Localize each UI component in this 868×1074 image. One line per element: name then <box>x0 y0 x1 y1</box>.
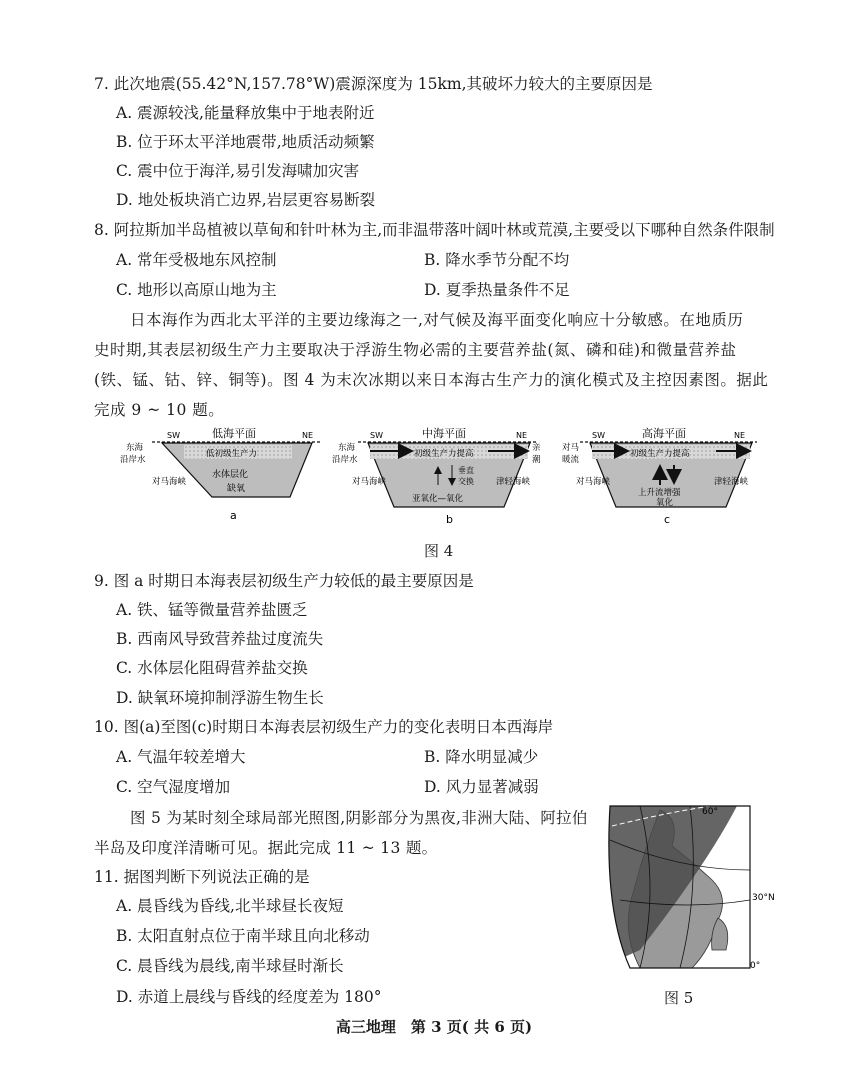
figure-5-caption: 图 5 <box>664 989 694 1007</box>
q10-option-a: A. 气温年较差增大 <box>116 748 246 766</box>
figure-5-globe <box>600 800 780 980</box>
q8-stem: 8. 阿拉斯加半岛植被以草甸和针叶林为主,而非温带落叶阔叶林或荒漠,主要受以下哪种自然条件限制 <box>94 221 775 239</box>
q11-stem: 11. 据图判断下列说法正确的是 <box>94 868 310 886</box>
fig4a-left-current-2: 沿岸水 <box>120 455 146 465</box>
q8-option-c: C. 地形以高原山地为主 <box>116 281 277 299</box>
q9-stem: 9. 图 a 时期日本海表层初级生产力较低的最主要原因是 <box>94 572 474 590</box>
fig4c-sea-level: 高海平面 <box>642 427 686 440</box>
fig4c-left-strait: 对马海峡 <box>576 477 611 487</box>
q11-option-b: B. 太阳直射点位于南半球且向北移动 <box>116 927 370 945</box>
fig4b-exchange-2: 交换 <box>458 477 474 486</box>
fig4a-ne: NE <box>302 431 314 440</box>
q10-option-d: D. 风力显著减弱 <box>424 778 539 796</box>
passage2-line2: 半岛及印度洋清晰可见。据此完成 11 ~ 13 题。 <box>94 839 438 857</box>
q7-option-b: B. 位于环太平洋地震带,地质活动频繁 <box>116 133 375 151</box>
fig4a-surface: 低初级生产力 <box>206 449 258 459</box>
fig4b-right-strait: 津轻海峡 <box>496 477 531 487</box>
q11-option-d: D. 赤道上晨线与昏线的经度差为 180° <box>116 988 382 1006</box>
passage2-line1: 图 5 为某时刻全球局部光照图,阴影部分为黑夜,非洲大陆、阿拉伯 <box>130 809 588 827</box>
fig4c-upwelling: 上升流增强 <box>638 488 681 498</box>
fig4b-exchange-1: 垂直 <box>458 466 474 475</box>
fig4c-sw: SW <box>592 431 605 440</box>
fig4b-sw: SW <box>370 431 383 440</box>
passage-japan-sea <box>94 305 774 425</box>
fig4b-sea-level: 中海平面 <box>422 427 466 440</box>
passage1-line4: 完成 9 ~ 10 题。 <box>94 401 225 419</box>
q9-option-c: C. 水体层化阻碍营养盐交换 <box>116 659 308 677</box>
fig5-lat-0: 0° <box>750 961 761 971</box>
fig4a-label: a <box>230 509 237 522</box>
fig4a-bottom: 缺氧 <box>227 484 246 494</box>
q11-option-c: C. 晨昏线为晨线,南半球昼时渐长 <box>116 957 344 975</box>
q9-option-b: B. 西南风导致营养盐过度流失 <box>116 630 324 648</box>
fig5-lat-30n: 30°N <box>752 893 775 903</box>
figure-4-caption: 图 4 <box>424 542 454 560</box>
fig4b-left-current-1: 东海 <box>338 443 356 453</box>
fig4c-left-current-1: 对马 <box>562 443 580 453</box>
q11-option-a: A. 晨昏线为昏线,北半球昼长夜短 <box>116 897 344 915</box>
passage1-line3: (铁、锰、钴、锌、铜等)。图 4 为末次冰期以来日本海古生产力的演化模式及主控因素图。据此 <box>94 371 769 389</box>
fig4b-bottom: 亚氧化—氧化 <box>412 494 464 504</box>
fig4b-left-strait: 对马海峡 <box>352 477 387 487</box>
q9-option-d: D. 缺氧环境抑制浮游生物生长 <box>116 689 324 707</box>
fig4c-ne: NE <box>734 431 746 440</box>
q7-option-a: A. 震源较浅,能量释放集中于地表附近 <box>116 104 375 122</box>
figure-4-diagram <box>112 425 762 530</box>
fig4-panel-c <box>562 426 757 526</box>
q10-stem: 10. 图(a)至图(c)时期日本海表层初级生产力的变化表明日本西海岸 <box>94 718 554 736</box>
fig4c-bottom: 氧化 <box>656 498 674 508</box>
fig4a-body: 水体层化 <box>212 470 249 480</box>
fig4b-left-current-2: 沿岸水 <box>332 455 358 465</box>
q8-option-d: D. 夏季热量条件不足 <box>424 281 570 299</box>
fig4a-left-current-1: 东海 <box>126 443 144 453</box>
passage1-line2: 史时期,其表层初级生产力主要取决于浮游生物必需的主要营养盐(氮、磷和硅)和微量营养盐 <box>94 341 737 359</box>
fig4b-ne: NE <box>516 431 528 440</box>
fig4b-right-current-1: 亲 <box>532 443 541 453</box>
fig4c-right-strait: 津轻海峡 <box>714 477 749 487</box>
q10-option-c: C. 空气湿度增加 <box>116 778 231 796</box>
fig4a-sea-level: 低海平面 <box>212 427 256 440</box>
q8-option-a: A. 常年受极地东风控制 <box>116 251 277 269</box>
q7-stem: 7. 此次地震(55.42°N,157.78°W)震源深度为 15km,其破坏力较大的主要原因是 <box>94 75 653 93</box>
q8-option-b: B. 降水季节分配不均 <box>424 251 570 269</box>
fig4c-label: c <box>664 513 671 526</box>
fig4b-surface: 初级生产力提高 <box>414 449 474 459</box>
fig4a-left-strait: 对马海峡 <box>152 477 187 487</box>
fig4-panel-a <box>120 426 322 522</box>
fig4b-label: b <box>446 513 453 526</box>
page-footer: 高三地理 第 3 页( 共 6 页) <box>335 1018 533 1036</box>
fig4c-left-current-2: 暖流 <box>562 455 580 465</box>
q7-option-c: C. 震中位于海洋,易引发海啸加灾害 <box>116 162 360 180</box>
fig4-panel-b <box>332 426 541 526</box>
q10-option-b: B. 降水明显减少 <box>424 748 539 766</box>
q7-option-d: D. 地处板块消亡边界,岩层更容易断裂 <box>116 191 376 209</box>
fig4b-right-current-2: 潮 <box>532 455 541 465</box>
q9-option-a: A. 铁、锰等微量营养盐匮乏 <box>116 601 308 619</box>
fig5-lat-60: 60° <box>702 807 718 817</box>
passage1-line1: 日本海作为西北太平洋的主要边缘海之一,对气候及海平面变化响应十分敏感。在地质历 <box>130 311 744 329</box>
fig4a-sw: SW <box>167 431 180 440</box>
fig4c-surface: 初级生产力提高 <box>630 449 690 459</box>
